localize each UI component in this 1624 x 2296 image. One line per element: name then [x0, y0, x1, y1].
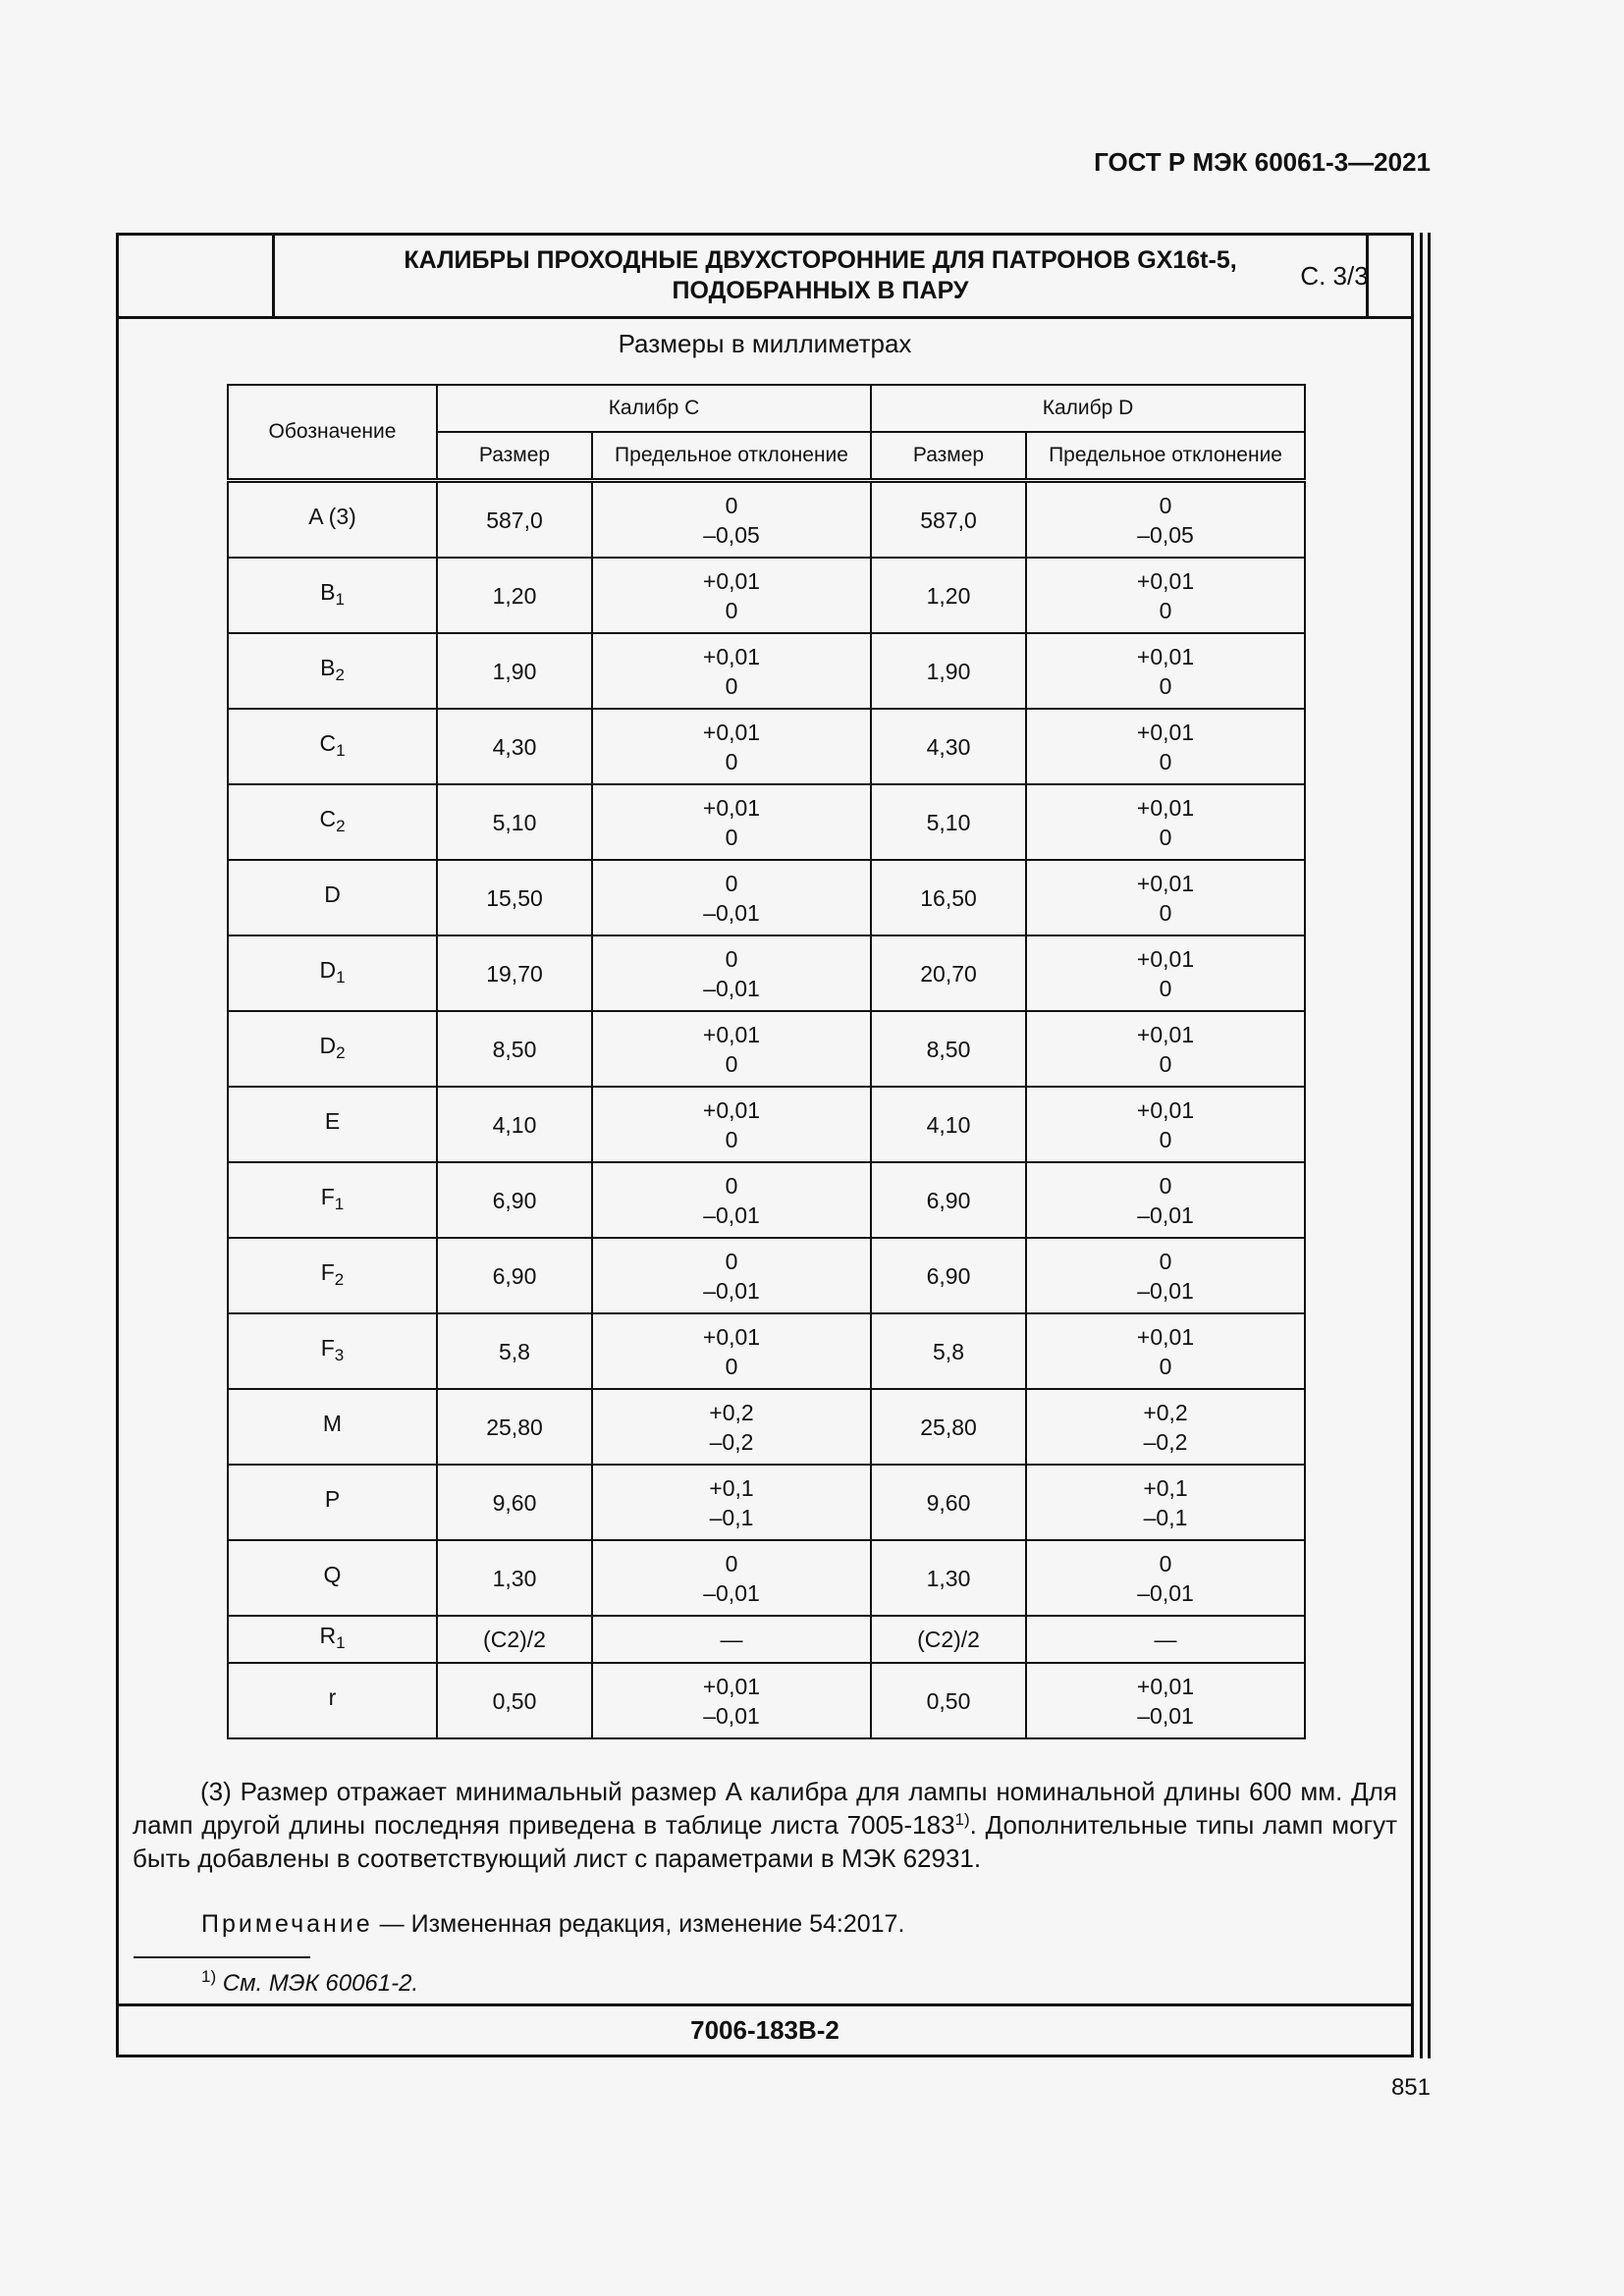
tolerance-d-cell: +0,01 0: [1026, 860, 1305, 935]
table-row: [228, 784, 1305, 860]
designation-cell: $F_3$: [228, 1313, 437, 1389]
tolerance-c-cell: +0,01 0: [592, 558, 871, 633]
frame-edge-line: [1420, 233, 1423, 2058]
size-d-cell: 25,80: [871, 1389, 1026, 1465]
table-row: [228, 1616, 1305, 1663]
header-tolerance-d: Предельное отклонение: [1026, 432, 1305, 481]
size-c-cell: 15,50: [437, 860, 592, 935]
units-caption: Размеры в миллиметрах: [618, 329, 912, 358]
sheet-frame: [116, 233, 1414, 2057]
table-row: [228, 1087, 1305, 1162]
size-d-cell: 16,50: [871, 860, 1026, 935]
size-c-cell: 1,90: [437, 633, 592, 709]
tolerance-d-cell: +0,01 0: [1026, 1087, 1305, 1162]
tolerance-d-cell: 0 –0,01: [1026, 1162, 1305, 1238]
sheet-title-line1: КАЛИБРЫ ПРОХОДНЫЕ ДВУХСТОРОННИЕ ДЛЯ ПАТРОНОВ GX16t-5,: [404, 246, 1237, 274]
page-ref: С. 3/3: [1300, 260, 1369, 291]
frame-edge-line: [1428, 233, 1431, 2058]
size-c-cell: 6,90: [437, 1238, 592, 1313]
size-c-cell: 4,10: [437, 1087, 592, 1162]
table-row: [228, 1465, 1305, 1540]
sheet-title: [275, 236, 1369, 316]
size-d-cell: (C2)/2: [871, 1616, 1026, 1663]
size-c-cell: 25,80: [437, 1389, 592, 1465]
tolerance-d-cell: +0,01 0: [1026, 633, 1305, 709]
size-d-cell: 9,60: [871, 1465, 1026, 1540]
tolerance-c-cell: +0,01 0: [592, 633, 871, 709]
size-c-cell: 5,8: [437, 1313, 592, 1389]
tolerance-d-cell: 0 –0,01: [1026, 1238, 1305, 1313]
header-size-d: Размер: [871, 432, 1026, 481]
designation-cell: $F_1$: [228, 1162, 437, 1238]
header-gauge-d: Калибр D: [871, 385, 1305, 432]
size-d-cell: 1,30: [871, 1540, 1026, 1616]
tolerance-d-cell: +0,01 0: [1026, 558, 1305, 633]
tolerance-d-cell: +0,01 0: [1026, 1313, 1305, 1389]
tolerance-d-cell: +0,01 0: [1026, 935, 1305, 1011]
size-d-cell: 8,50: [871, 1011, 1026, 1087]
footnote-text: См. МЭК 60061-2.: [216, 1970, 419, 1997]
tolerance-c-cell: 0 –0,01: [592, 1540, 871, 1616]
dimensions-table: [227, 384, 1306, 1739]
size-d-cell: 6,90: [871, 1162, 1026, 1238]
header-size-c: Размер: [437, 432, 592, 481]
table-row: [228, 481, 1305, 559]
tolerance-c-cell: +0,01 0: [592, 784, 871, 860]
table-row: [228, 1389, 1305, 1465]
designation-cell: $F_2$: [228, 1238, 437, 1313]
size-c-cell: 0,50: [437, 1663, 592, 1738]
size-d-cell: 5,10: [871, 784, 1026, 860]
designation-cell: $B_1$: [228, 558, 437, 633]
note-text: — Измененная редакция, изменение 54:2017.: [372, 1910, 905, 1938]
page-number: 851: [1390, 2074, 1431, 2101]
tolerance-c-cell: 0 –0,01: [592, 860, 871, 935]
tolerance-c-cell: +0,01 –0,01: [592, 1663, 871, 1738]
size-d-cell: 6,90: [871, 1238, 1026, 1313]
tolerance-d-cell: +0,1 –0,1: [1026, 1465, 1305, 1540]
tolerance-d-cell: +0,2 –0,2: [1026, 1389, 1305, 1465]
table-row: [228, 1313, 1305, 1389]
designation-cell: $D_2$: [228, 1011, 437, 1087]
table-row: [228, 633, 1305, 709]
standard-code: ГОСТ Р МЭК 60061-3—2021: [1094, 147, 1431, 177]
table-row: [228, 1540, 1305, 1616]
remark-paragraph: (3) Размер отражает минимальный размер A калибра для лампы номинальной длины 600 мм. Для ламп другой длины последняя приведена в таблице листа 7005-183$^{1)}$. Дополнительные типы ламп могут быть добавлены в соответствующий лист с параметрами в МЭК 62931.: [133, 1777, 1397, 1873]
size-d-cell: 20,70: [871, 935, 1026, 1011]
footnote-ref: 1): [954, 1810, 970, 1829]
size-d-cell: 4,10: [871, 1087, 1026, 1162]
designation-cell: $R_1$: [228, 1616, 437, 1663]
tolerance-c-cell: +0,1 –0,1: [592, 1465, 871, 1540]
designation-cell: r: [228, 1663, 437, 1738]
designation-cell: $C_2$: [228, 784, 437, 860]
tolerance-c-cell: 0 –0,01: [592, 935, 871, 1011]
tolerance-d-cell: +0,01 –0,01: [1026, 1663, 1305, 1738]
size-d-cell: 587,0: [871, 481, 1026, 559]
tolerance-d-cell: +0,01 0: [1026, 709, 1305, 784]
size-d-cell: 0,50: [871, 1663, 1026, 1738]
size-c-cell: 4,30: [437, 709, 592, 784]
tolerance-c-cell: +0,01 0: [592, 1087, 871, 1162]
designation-cell: P: [228, 1465, 437, 1540]
size-c-cell: 8,50: [437, 1011, 592, 1087]
tolerance-c-cell: —: [592, 1616, 871, 1663]
size-c-cell: (C2)/2: [437, 1616, 592, 1663]
size-c-cell: 6,90: [437, 1162, 592, 1238]
table-row: [228, 558, 1305, 633]
tolerance-c-cell: 0 –0,01: [592, 1162, 871, 1238]
size-c-cell: 19,70: [437, 935, 592, 1011]
size-c-cell: 5,10: [437, 784, 592, 860]
size-d-cell: 1,20: [871, 558, 1026, 633]
tolerance-d-cell: +0,01 0: [1026, 784, 1305, 860]
table-row: [228, 860, 1305, 935]
designation-cell: M: [228, 1389, 437, 1465]
header-tolerance-c: Предельное отклонение: [592, 432, 871, 481]
size-d-cell: 5,8: [871, 1313, 1026, 1389]
tolerance-c-cell: +0,01 0: [592, 1011, 871, 1087]
header-designation: Обозначение: [228, 385, 437, 481]
sheet-title-line2: ПОДОБРАННЫХ В ПАРУ: [672, 277, 969, 304]
designation-cell: D: [228, 860, 437, 935]
designation-cell: E: [228, 1087, 437, 1162]
size-d-cell: 1,90: [871, 633, 1026, 709]
tolerance-c-cell: 0 –0,01: [592, 1238, 871, 1313]
designation-cell: A (3): [228, 481, 437, 559]
tolerance-c-cell: +0,01 0: [592, 709, 871, 784]
size-c-cell: 9,60: [437, 1465, 592, 1540]
tolerance-d-cell: 0 –0,01: [1026, 1540, 1305, 1616]
table-row: [228, 1162, 1305, 1238]
title-blank-cell: [119, 236, 275, 316]
note-label: Примечание: [201, 1910, 373, 1938]
designation-cell: Q: [228, 1540, 437, 1616]
tolerance-d-cell: +0,01 0: [1026, 1011, 1305, 1087]
table-row: [228, 1238, 1305, 1313]
header-gauge-c: Калибр С: [437, 385, 871, 432]
size-c-cell: 1,30: [437, 1540, 592, 1616]
table-row: [228, 709, 1305, 784]
size-d-cell: 4,30: [871, 709, 1026, 784]
sheet-title-row: [119, 236, 1411, 319]
footnote-divider: [134, 1956, 310, 1958]
tolerance-d-cell: —: [1026, 1616, 1305, 1663]
sheet-footer-code: 7006-183B-2: [119, 2003, 1411, 2055]
size-c-cell: 587,0: [437, 481, 592, 559]
tolerance-c-cell: +0,2 –0,2: [592, 1389, 871, 1465]
tolerance-c-cell: +0,01 0: [592, 1313, 871, 1389]
designation-cell: $D_1$: [228, 935, 437, 1011]
designation-cell: $C_1$: [228, 709, 437, 784]
table-row: [228, 1011, 1305, 1087]
table-row: [228, 935, 1305, 1011]
note-line: [201, 1910, 904, 1939]
footnote-mark: 1): [201, 1967, 217, 1986]
tolerance-c-cell: 0 –0,05: [592, 481, 871, 559]
table-row: [228, 1663, 1305, 1738]
tolerance-d-cell: 0 –0,05: [1026, 481, 1305, 559]
footnote: [201, 1967, 419, 1998]
designation-cell: $B_2$: [228, 633, 437, 709]
size-c-cell: 1,20: [437, 558, 592, 633]
